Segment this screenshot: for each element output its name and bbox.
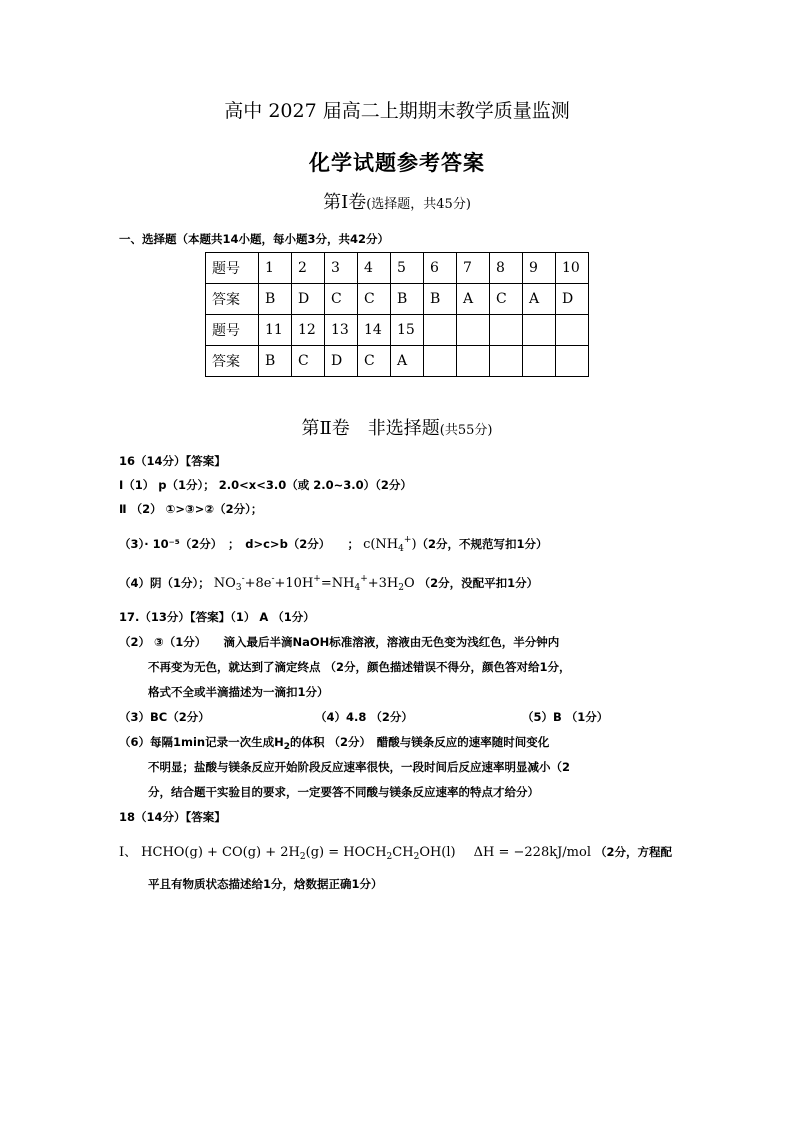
- table-cell: [424, 346, 457, 377]
- table-row: [206, 346, 589, 377]
- table-cell: [457, 315, 490, 346]
- table-cell: 15: [391, 315, 424, 346]
- part2-title-main: 第Ⅱ卷 非选择题: [301, 418, 440, 439]
- q17-line4: 格式不全或半滴描述为一滴扣1分）: [148, 685, 329, 699]
- table-row: [206, 253, 589, 284]
- table-cell: [523, 315, 556, 346]
- table-cell: A: [457, 284, 490, 315]
- q16-part2: Ⅱ （2） ①>③>②（2分）；: [119, 502, 263, 516]
- table-cell: [490, 315, 523, 346]
- table-row: [206, 284, 589, 315]
- q17-line3: 不再变为无色，就达到了滴定终点 （2分，颜色描述错误不得分，颜色答对给1分，: [148, 660, 571, 674]
- q16-part1: Ⅰ（1） p（1分）； 2.0<x<3.0（或 2.0~3.0）（2分）: [119, 478, 412, 492]
- table-cell: [556, 315, 589, 346]
- q16-p4-label: （4）阴（1分）；: [119, 576, 210, 590]
- table-cell: C: [325, 284, 358, 315]
- q17-line6: （6）每隔1min记录一次生成$H_2$的体积 （2分） 醋酸与镁条反应的速率随时间变化: [119, 735, 550, 752]
- table-cell: 14: [358, 315, 391, 346]
- table-cell: 12: [292, 315, 325, 346]
- q16-header: 16（14分）【答案】: [119, 454, 226, 468]
- q18-header: 18（14分）【答案】: [119, 810, 226, 824]
- table-row-header: 答案: [206, 284, 259, 315]
- table-cell: 3: [325, 253, 358, 284]
- table-cell: [556, 346, 589, 377]
- table-cell: D: [556, 284, 589, 315]
- q17-line8: 分，结合题干实验目的要求，一定要答不同酸与镁条反应速率的特点才给分）: [148, 785, 539, 799]
- q17-p4: （4）4.8 （2分）: [315, 710, 413, 724]
- table-cell: A: [523, 284, 556, 315]
- section1-heading: 一、选择题（本题共14小题，每小题3分，共42分）: [119, 232, 390, 246]
- q16-part3: [119, 535, 699, 554]
- q18-line2: 平且有物质状态描述给1分，焓数据正确1分）: [148, 877, 383, 891]
- table-cell: 4: [358, 253, 391, 284]
- table-cell: [490, 346, 523, 377]
- table-row-header: 题号: [206, 315, 259, 346]
- table-cell: 5: [391, 253, 424, 284]
- q16-p4-note: （2分，没配平扣1分）: [418, 576, 539, 590]
- part1-title-note: (选择题，共45分): [366, 197, 471, 212]
- q16-part4: [119, 574, 699, 593]
- q18-prefix: Ⅰ、: [119, 845, 138, 860]
- table-cell: 9: [523, 253, 556, 284]
- q16-p3-label: （3）: [119, 537, 145, 551]
- table-cell: 7: [457, 253, 490, 284]
- q16-p3-formula: $c(NH_4^+)$: [363, 535, 417, 554]
- table-cell: D: [325, 346, 358, 377]
- q17-p5: （5）B （1分）: [522, 710, 609, 724]
- q17-line1: 17.（13分）【答案】（1） A （1分）: [119, 610, 315, 624]
- table-cell: 2: [292, 253, 325, 284]
- table-cell: 1: [259, 253, 292, 284]
- part1-title-main: 第Ⅰ卷: [323, 192, 367, 213]
- table-cell: [424, 315, 457, 346]
- table-cell: C: [358, 346, 391, 377]
- table-cell: [457, 346, 490, 377]
- table-cell: B: [391, 284, 424, 315]
- table-cell: C: [490, 284, 523, 315]
- q18-note: （2分，方程配: [595, 845, 673, 859]
- table-cell: 8: [490, 253, 523, 284]
- part2-title: [0, 414, 794, 440]
- q16-p4-equation: $NO_3^-+8e^-+10H^+=NH_4^++3H_2O$: [213, 574, 415, 593]
- table-cell: 11: [259, 315, 292, 346]
- table-cell: B: [424, 284, 457, 315]
- q18-equation: HCHO(g) + $CO(g) + 2H_2(g)$ = $HOCH_2CH_2OH(l)$: [141, 845, 456, 862]
- document-title: 化学试题参考答案: [309, 151, 485, 175]
- q18-enthalpy: ΔH = −228kJ/mol: [473, 845, 591, 860]
- table-row-header: 题号: [206, 253, 259, 284]
- part2-title-note: (共55分): [439, 423, 493, 438]
- table-cell: [523, 346, 556, 377]
- table-cell: A: [391, 346, 424, 377]
- table-cell: B: [259, 284, 292, 315]
- table-cell: C: [292, 346, 325, 377]
- q17-line7: 不明显；盐酸与镁条反应开始阶段反应速率很快，一段时间后反应速率明显减小（2: [148, 760, 570, 774]
- table-cell: 6: [424, 253, 457, 284]
- table-row-header: 答案: [206, 346, 259, 377]
- table-cell: D: [292, 284, 325, 315]
- table-cell: 13: [325, 315, 358, 346]
- q16-p3-values: · 10⁻⁵（2分） ； d>c>b（2分） ；: [144, 537, 360, 551]
- table-cell: B: [259, 346, 292, 377]
- exam-title: 高中 2027 届高二上期期末教学质量监测: [224, 100, 570, 122]
- q17-line5: [119, 709, 699, 725]
- q17-line2: （2） ③（1分） 滴入最后半滴NaOH标准溶液，溶液由无色变为浅红色，半分钟内: [119, 635, 560, 649]
- answer-table: [205, 252, 589, 377]
- part1-title: [0, 188, 794, 214]
- table-cell: C: [358, 284, 391, 315]
- q17-p3: （3）BC（2分）: [119, 710, 210, 724]
- q16-p3-note: （2分，不规范写扣1分）: [416, 537, 548, 551]
- table-cell: 10: [556, 253, 589, 284]
- q18-equation-line: [119, 841, 699, 862]
- table-row: [206, 315, 589, 346]
